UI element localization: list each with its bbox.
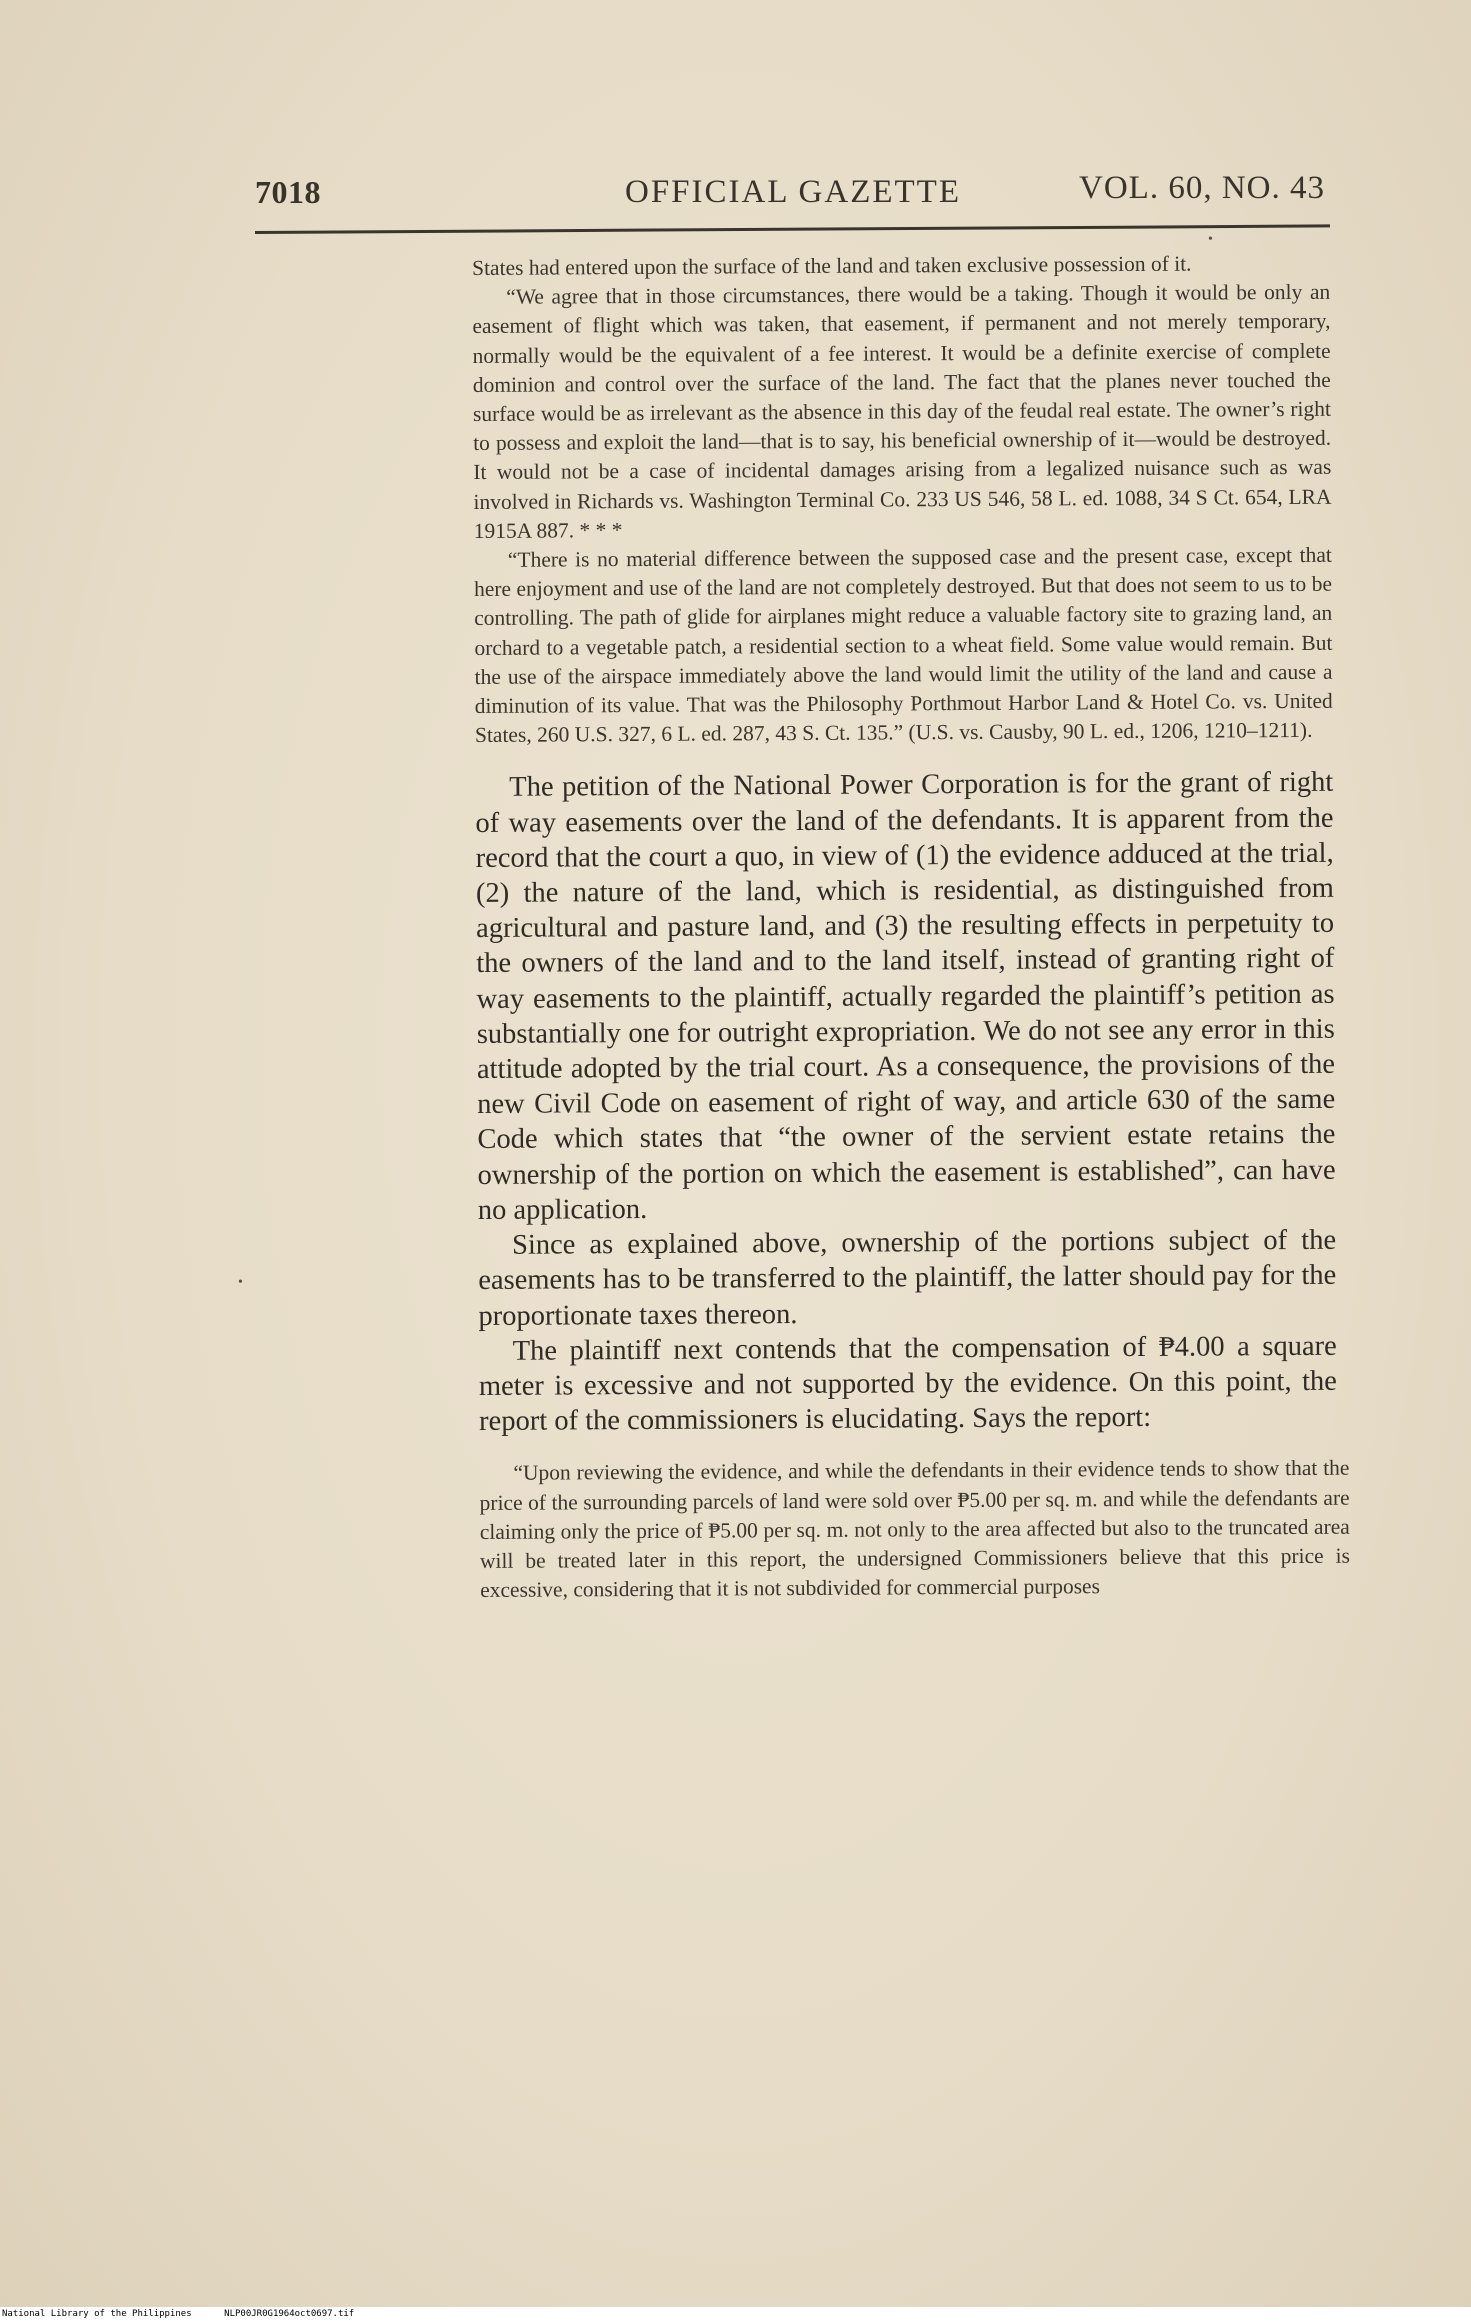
file-name: NLP00JR0G1964oct0697.tif (224, 2309, 355, 2319)
header-rule (255, 224, 1330, 234)
ink-speck: • (238, 1275, 243, 1290)
body-paragraph: The plaintiff next contends that the compensation of ₱4.00 a square meter is excessive and not supported by the evidence. On this point, the report of the commissioners is elucidating. Says the report: (478, 1330, 1337, 1438)
page-content (472, 249, 1351, 1606)
page-number: 7018 (255, 174, 321, 210)
body-paragraph: Since as explained above, ownership of the portions subject of the easements has to be transferred to the plaintiff, the latter should pay for the proportionate taxes thereon. (478, 1224, 1337, 1332)
quoted-paragraph: “There is no material difference between the supposed case and the present case, except that here enjoyment and use of the land are not completely destroyed. But that does not seem to us to be controlling. The path of glide for airplanes might reduce a valuable factory site to grazing land, an orchard to a vegetable patch, a residential section to a wheat field. Some value would remain. But the use of the airspace immediately above the land would limit the utility of the land and cause a diminution of its value. That was the Philosophy Porthmout Harbor Land & Hotel Co. vs. United States, 260 U.S. 327, 6 L. ed. 287, 43 S. Ct. 135.” (U.S. vs. Causby, 90 L. ed., 1206, 1210–1211). (473, 542, 1333, 748)
scan-footer (0, 2307, 1471, 2321)
report-quote: “Upon reviewing the evidence, and while the defendants in their evidence tends to show that the price of the surrounding parcels of land were sold over ₱5.00 per sq. m. and while the defendants are claiming only the price of ₱5.00 per sq. m. not only to the area affected but also to the truncated area will be treated later in this report, the undersigned Commissioners believe that this price is excessive, considering that it is not subdivided for commercial purposes (479, 1455, 1351, 1603)
page-header (255, 170, 1325, 216)
quoted-paragraph: States had entered upon the surface of the land and taken exclusive possession of it. (472, 251, 1192, 280)
journal-title: OFFICIAL GAZETTE (625, 174, 961, 210)
volume-number: VOL. 60, NO. 43 (1079, 170, 1325, 206)
body-paragraph: The petition of the National Power Corporation is for the grant of right of way easements over the land of the defendants. It is apparent from the record that the court a quo, in view of (1) the evidence adduced at the trial, (2) the nature of the land, which is residential, as distinguished from agricultural and pasture land, and (3) the resulting effects in perpetuity to the owners of the land and to the land itself, instead of granting right of way easements to the plaintiff, actually regarded the plaintiff’s petition as substantially one for outright expropriation. We do not see any error in this attitude adopted by the trial court. As a consequence, the provisions of the new Civil Code on easement of right of way, and article 630 of the same Code which states that “the owner of the servient estate retains the ownership of the portion on which the easement is established”, can have no application. (475, 767, 1336, 1226)
ink-speck: • (1208, 232, 1213, 247)
quoted-paragraph: “We agree that in those circumstances, there would be a taking. Though it would be only an easement of flight which was taken, that easement, if permanent and not merely temporary, normally would be the equivalent of a fee interest. It would be a definite exercise of complete dominion and control over the surface of the land. The fact that the planes never touched the surface would be as irrelevant as the absence in this day of the feudal real estate. The owner’s right to possess and exploit the land—that is to say, his beneficial ownership of it—would be destroyed. It would not be a case of incidental damages arising from a legalized nuisance such as was involved in Richards vs. Washington Terminal Co. 233 US 546, 58 L. ed. 1088, 34 S Ct. 654, LRA 1915A 887. * * * (472, 279, 1332, 543)
library-name: National Library of the Philippines (2, 2309, 192, 2319)
